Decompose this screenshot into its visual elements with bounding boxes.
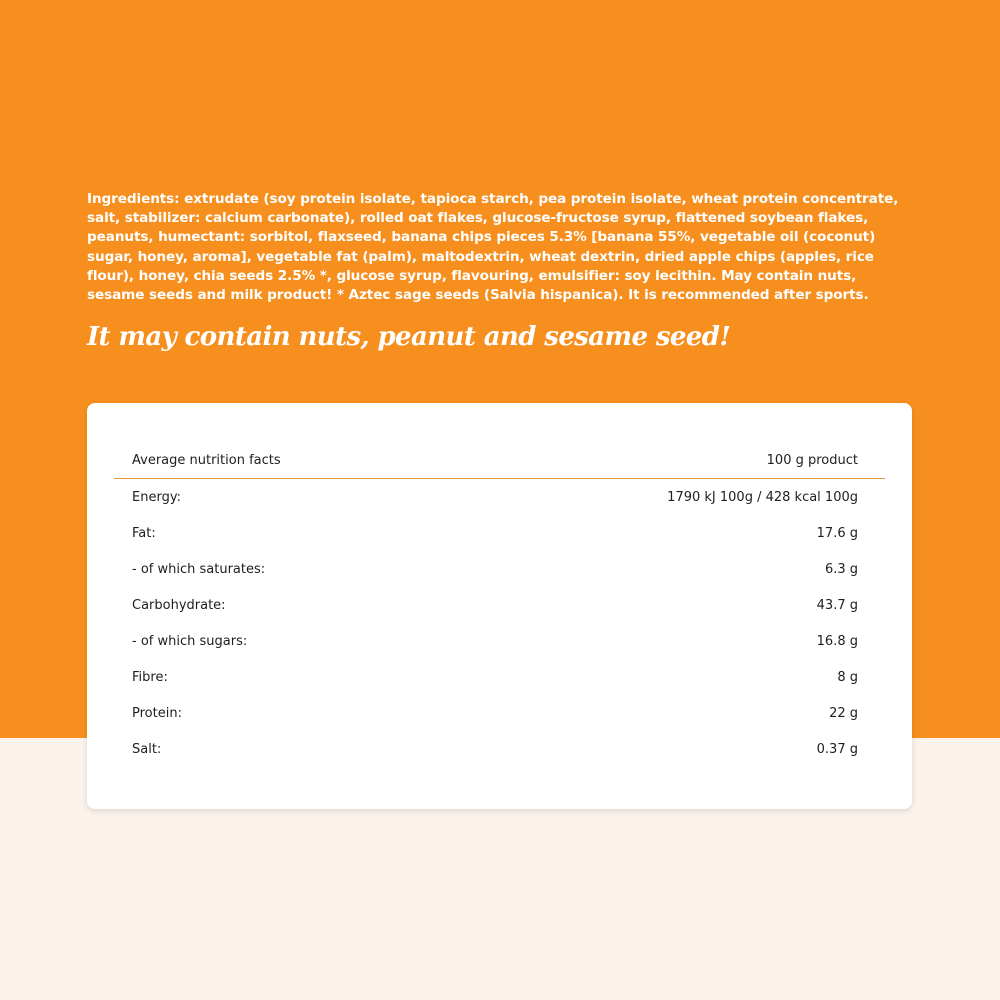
nutrition-value: 0.37 g <box>816 741 858 757</box>
nutrition-card <box>87 403 912 809</box>
nutrition-header-label: Average nutrition facts <box>132 453 281 468</box>
nutrition-header-row <box>114 443 885 479</box>
nutrition-table <box>114 443 885 767</box>
nutrition-value: 43.7 g <box>816 597 858 613</box>
nutrition-label: - of which sugars: <box>132 633 248 649</box>
nutrition-row-protein <box>114 695 885 731</box>
nutrition-label: Carbohydrate: <box>132 597 226 613</box>
nutrition-label: Energy: <box>132 489 181 505</box>
nutrition-value: 22 g <box>829 705 858 721</box>
nutrition-row-carbohydrate <box>114 587 885 623</box>
nutrition-row-energy <box>114 479 885 515</box>
ingredients-text: Ingredients: extrudate (soy protein isolate, tapioca starch, pea protein isolate, wheat protein concentrate, salt, stabilizer: calcium carbonate), rolled oat flakes, glucose-fructose syrup, flattened soybean flakes, peanuts, humectant: sorbitol, flaxseed, banana chips pieces 5.3% [banana 55%, vegetable oil (coconut) sugar, honey, aroma], vegetable fat (palm), maltodextrin, wheat dextrin, dried apple chips (apples, rice flour), honey, chia seeds 2.5% *, glucose syrup, flavouring, emulsifier: soy lecithin. May contain nuts, sesame seeds and milk product! * Aztec sage seeds (Salvia hispanica). It is recommended after sports. <box>87 191 899 304</box>
nutrition-value: 17.6 g <box>816 525 858 541</box>
nutrition-row-fat <box>114 515 885 551</box>
nutrition-row-salt <box>114 731 885 767</box>
nutrition-label: Salt: <box>132 741 162 757</box>
nutrition-row-saturates <box>114 551 885 587</box>
nutrition-label: - of which saturates: <box>132 561 266 577</box>
nutrition-value: 16.8 g <box>816 633 858 649</box>
nutrition-label: Fibre: <box>132 669 168 685</box>
nutrition-header-value: 100 g product <box>766 453 858 468</box>
allergen-warning: It may contain nuts, peanut and sesame seed! <box>87 322 731 352</box>
nutrition-label: Protein: <box>132 705 182 721</box>
nutrition-row-sugars <box>114 623 885 659</box>
nutrition-row-fibre <box>114 659 885 695</box>
nutrition-value: 6.3 g <box>824 561 858 577</box>
nutrition-value: 8 g <box>837 669 858 685</box>
nutrition-value: 1790 kJ 100g / 428 kcal 100g <box>667 489 858 505</box>
nutrition-label: Fat: <box>132 525 156 541</box>
